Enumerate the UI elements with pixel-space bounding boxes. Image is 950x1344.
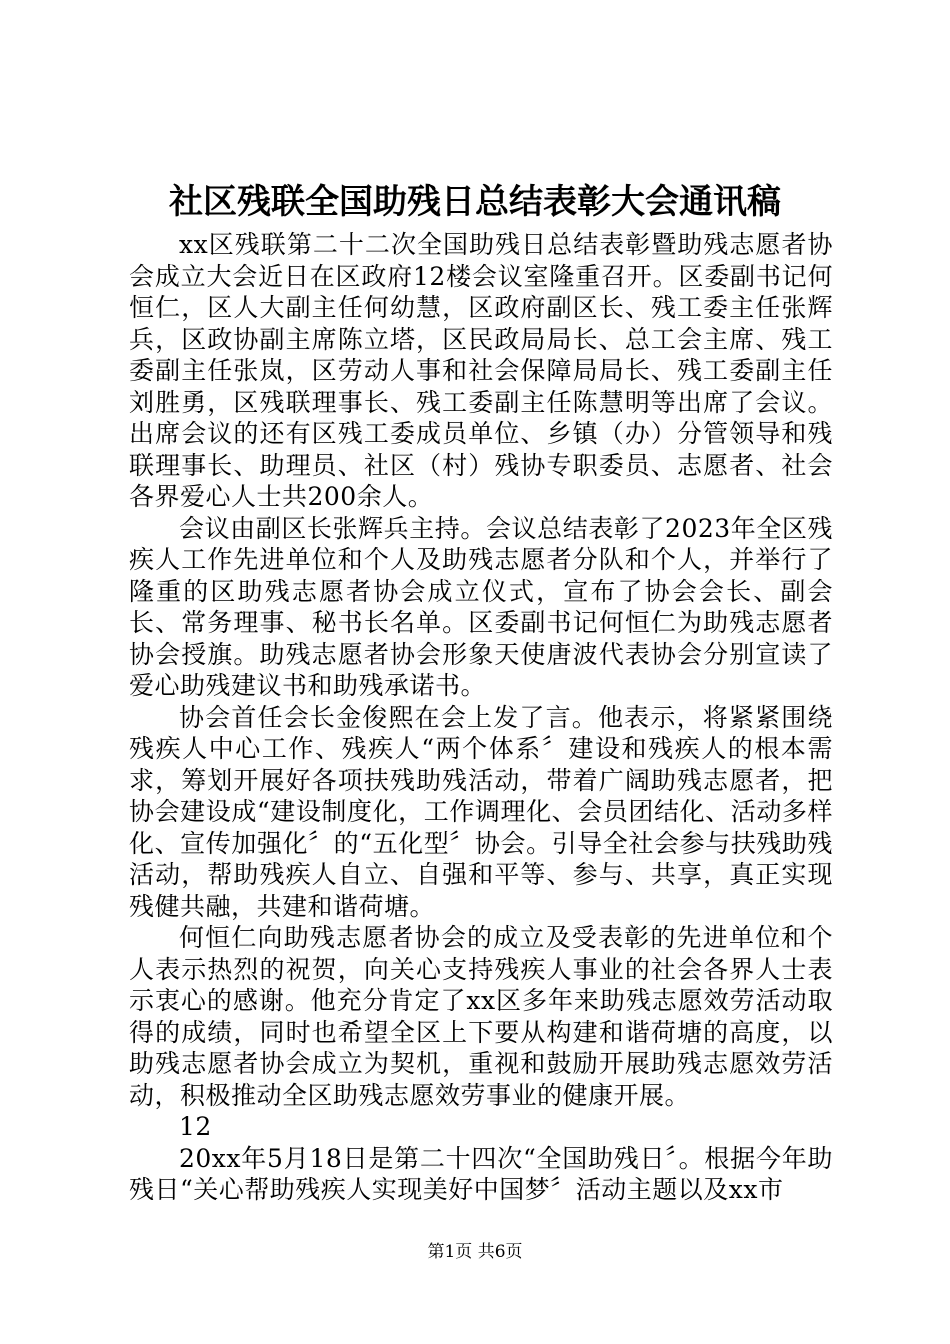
paragraph-4: 何恒仁向助残志愿者协会的成立及受表彰的先进单位和个人表示热烈的祝贺，向关心支持残疾人事业的社会各界人士表示衷心的感谢。他充分肯定了xx区多年来助残志愿效劳活动取得的成绩，同时也希望全区上下要从构建和谐荷塘的高度，以助残志愿者协会成立为契机，重视和鼓励开展助残志愿效劳活动，积极推动全区助残志愿效劳事业的健康开展。 xyxy=(129,923,833,1110)
paragraph-5: 12 xyxy=(179,1112,212,1141)
document-body xyxy=(129,229,833,1206)
paragraph-2: 会议由副区长张辉兵主持。会议总结表彰了2023年全区残疾人工作先进单位和个人及助残志愿者分队和个人，并举行了隆重的区助残志愿者协会成立仪式，宣布了协会会长、副会长、常务理事、秘书长名单。区委副书记何恒仁为助残志愿者协会授旗。助残志愿者协会形象天使唐波代表协会分别宣读了爱心助残建议书和助残承诺书。 xyxy=(129,513,833,700)
paragraph-3: 协会首任会长金俊熙在会上发了言。他表示，将紧紧围绕残疾人中心工作、残疾人“两个体系〞建设和残疾人的根本需求，筹划开展好各项扶残助残活动，带着广阔助残志愿者，把协会建设成“建设制度化，工作调理化、会员团结化、活动多样化、宣传加强化〞的“五化型〞协会。引导全社会参与扶残助残活动，帮助残疾人自立、自强和平等、参与、共享，真正实现残健共融，共建和谐荷塘。 xyxy=(129,702,833,921)
paragraph-1: xx区残联第二十二次全国助残日总结表彰暨助残志愿者协会成立大会近日在区政府12楼会议室隆重召开。区委副书记何恒仁，区人大副主任何幼慧，区政府副区长、残工委主任张辉兵，区政协副主席陈立塔，区民政局局长、总工会主席、残工委副主任张岚，区劳动人事和社会保障局局长、残工委副主任刘胜勇，区残联理事长、残工委副主任陈慧明等出席了会议。出席会议的还有区残工委成员单位、乡镇（办）分管领导和残联理事长、助理员、社区（村）残协专职委员、志愿者、社会各界爱心人士共200余人。 xyxy=(129,230,833,511)
page-footer: 第1页 共6页 xyxy=(427,1242,523,1262)
document-title: 社区残联全国助残日总结表彰大会通讯稿 xyxy=(169,182,781,222)
paragraph-6: 20xx年5月18日是第二十四次“全国助残日〞。根据今年助残日“关心帮助残疾人实现美好中国梦〞活动主题以及xx市 xyxy=(129,1143,833,1204)
